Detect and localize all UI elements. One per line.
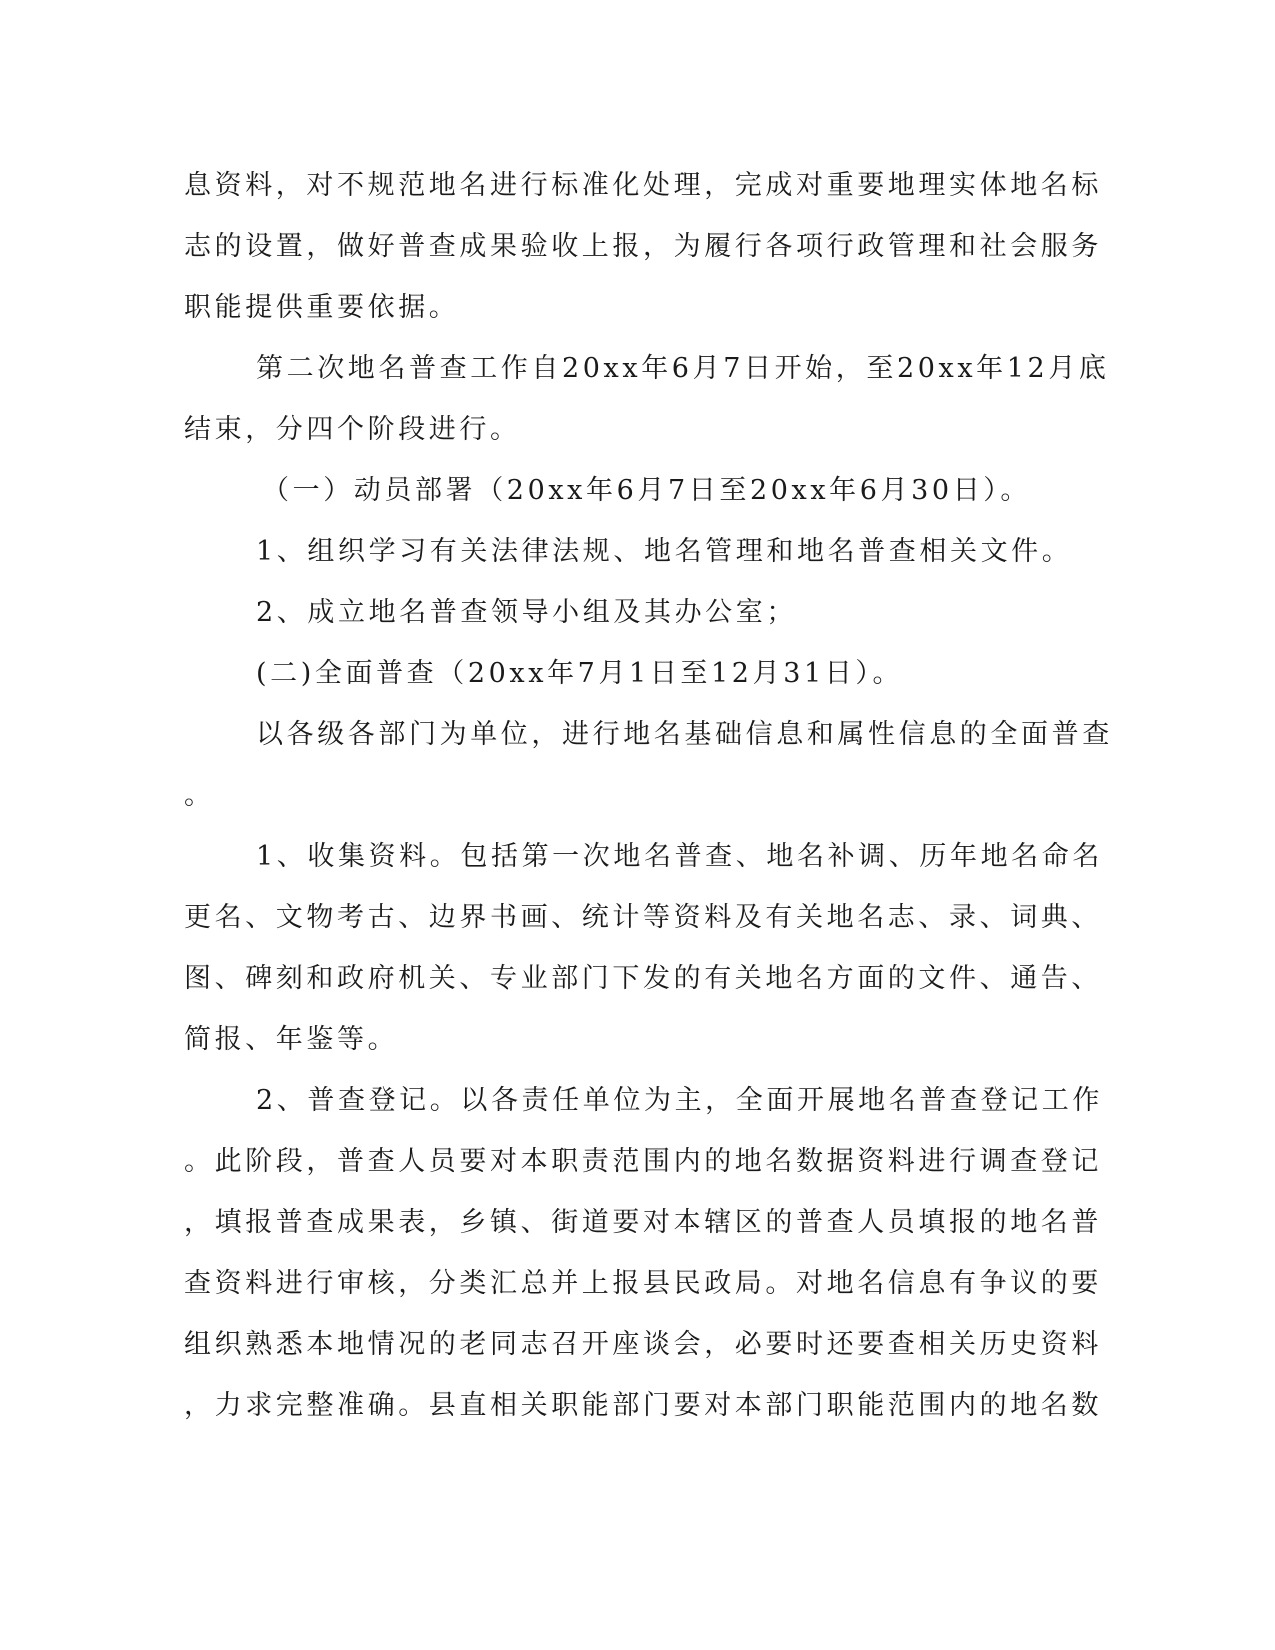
text-line: 图、碑刻和政府机关、专业部门下发的有关地名方面的文件、通告、	[184, 963, 1102, 994]
document-body	[184, 155, 1113, 1436]
section-heading: (二)全面普查（20xx年7月1日至12月31日）。	[256, 658, 904, 689]
text-line: 志的设置，做好普查成果验收上报，为履行各项行政管理和社会服务	[184, 231, 1102, 262]
list-item: 2、普查登记。以各责任单位为主，全面开展地名普查登记工作	[256, 1085, 1103, 1116]
text-line: 简报、年鉴等。	[184, 1024, 399, 1055]
text-line: 查资料进行审核，分类汇总并上报县民政局。对地名信息有争议的要	[184, 1268, 1102, 1299]
list-item: 1、组织学习有关法律法规、地名管理和地名普查相关文件。	[256, 536, 1073, 567]
text-line: 息资料，对不规范地名进行标准化处理，完成对重要地理实体地名标	[184, 170, 1102, 201]
text-line: ，填报普查成果表，乡镇、街道要对本辖区的普查人员填报的地名普	[184, 1207, 1102, 1238]
text-line: 职能提供重要依据。	[184, 292, 460, 323]
text-line: 更名、文物考古、边界书画、统计等资料及有关地名志、录、词典、	[184, 902, 1102, 933]
text-line: 组织熟悉本地情况的老同志召开座谈会，必要时还要查相关历史资料	[184, 1329, 1102, 1360]
text-line: ，力求完整准确。县直相关职能部门要对本部门职能范围内的地名数	[184, 1390, 1102, 1421]
list-item: 1、收集资料。包括第一次地名普查、地名补调、历年地名命名	[256, 841, 1103, 872]
list-item: 2、成立地名普查领导小组及其办公室；	[256, 597, 797, 628]
text-line: 第二次地名普查工作自20xx年6月7日开始，至20xx年12月底	[256, 353, 1110, 384]
section-heading: （一）动员部署（20xx年6月7日至20xx年6月30日）。	[262, 475, 1032, 506]
text-line: 。此阶段，普查人员要对本职责范围内的地名数据资料进行调查登记	[184, 1146, 1102, 1177]
text-line: 。	[184, 780, 215, 811]
text-line: 结束，分四个阶段进行。	[184, 414, 521, 445]
text-line: 以各级各部门为单位，进行地名基础信息和属性信息的全面普查	[256, 719, 1113, 750]
